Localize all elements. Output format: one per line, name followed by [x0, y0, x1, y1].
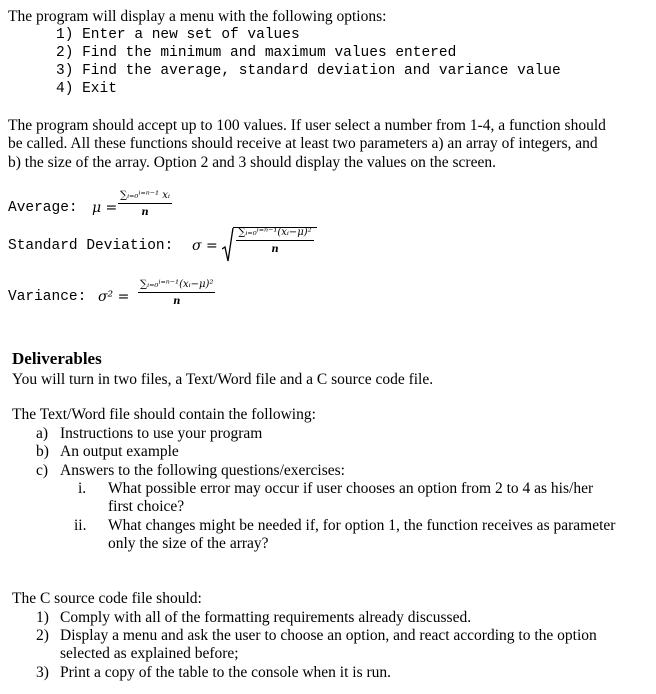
paragraph-line: The program should accept up to 100 values. If user select a number from 1-4, a function should: [8, 117, 606, 134]
paragraph-line: be called. All these functions should receive at least two parameters a) an array of integers, and: [8, 135, 598, 152]
stddev-numerator: ∑ᵢ₌₀ⁱ⁼ⁿ⁻¹(xᵢ−μ)²: [236, 227, 313, 241]
menu-item: 4) Exit: [56, 81, 117, 97]
list-item: Print a copy of the table to the console when it is run.: [60, 664, 392, 681]
average-lhs: μ =: [92, 200, 118, 216]
menu-item: 3) Find the average, standard deviation and variance value: [56, 63, 561, 79]
list-marker: ii.: [74, 517, 87, 534]
menu-item: 2) Find the minimum and maximum values entered: [56, 45, 457, 61]
question-line: first choice?: [108, 498, 185, 515]
list-marker: b): [36, 443, 49, 460]
stddev-denominator: n: [271, 244, 279, 255]
variance-denominator: n: [173, 296, 181, 307]
variance-fraction: [138, 279, 215, 308]
average-numerator: ∑ᵢ₌₀ⁱ⁼ⁿ⁻¹ xᵢ: [118, 190, 172, 204]
question-line: only the size of the array?: [108, 535, 269, 552]
variance-label: Variance:: [8, 289, 87, 305]
list-item: Answers to the following questions/exercises:: [60, 462, 345, 479]
list-marker: 1): [36, 609, 49, 626]
textfile-intro: The Text/Word file should contain the following:: [12, 406, 316, 423]
list-marker: a): [36, 425, 49, 442]
question-line: What changes might be needed if, for option 1, the function receives as parameter: [108, 517, 616, 534]
variance-lhs: σ² =: [98, 289, 130, 305]
question-line: What possible error may occur if user chooses an option from 2 to 4 as his/her: [108, 480, 594, 497]
stddev-fraction: [233, 227, 317, 256]
average-denominator: n: [141, 207, 149, 218]
menu-item: 1) Enter a new set of values: [56, 27, 300, 43]
deliverables-heading: Deliverables: [12, 349, 102, 368]
intro-text: The program will display a menu with the following options:: [8, 8, 387, 25]
variance-numerator: ∑ᵢ₌₀ⁱ⁼ⁿ⁻¹(xᵢ−μ)²: [138, 279, 215, 293]
list-marker: c): [36, 462, 49, 479]
list-item: selected as explained before;: [60, 645, 239, 662]
csource-intro: The C source code file should:: [12, 590, 202, 607]
list-item: An output example: [60, 443, 179, 460]
deliverables-text: You will turn in two files, a Text/Word file and a C source code file.: [12, 371, 434, 388]
list-item: Comply with all of the formatting requirements already discussed.: [60, 609, 472, 626]
average-label: Average:: [8, 200, 78, 216]
average-fraction: [118, 190, 172, 219]
list-marker: 3): [36, 664, 49, 681]
list-item: Display a menu and ask the user to choose an option, and react according to the option: [60, 627, 597, 644]
stddev-label: Standard Deviation:: [8, 238, 174, 254]
paragraph-line: b) the size of the array. Option 2 and 3 should display the values on the screen.: [8, 154, 496, 171]
list-marker: 2): [36, 627, 49, 644]
stddev-lhs: σ =: [192, 238, 218, 254]
list-marker: i.: [78, 480, 87, 497]
list-item: Instructions to use your program: [60, 425, 263, 442]
